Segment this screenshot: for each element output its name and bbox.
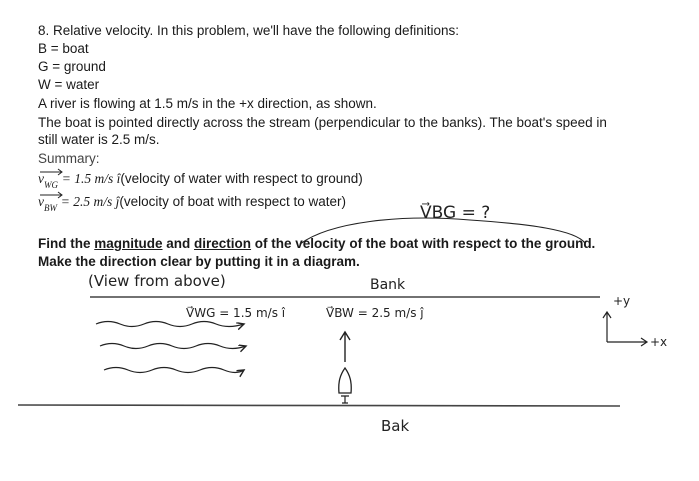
- boat-shape: [339, 368, 352, 393]
- equation-value: = 1.5 m/s î: [61, 171, 121, 186]
- definition-boat: B = boat: [38, 41, 89, 56]
- vector-subscript: WG: [44, 180, 58, 190]
- problem-heading: 8. Relative velocity. In this problem, we'll have the following definitions:: [38, 23, 460, 38]
- definition-ground: G = ground: [38, 59, 106, 74]
- axis-y-label: +y: [613, 294, 631, 308]
- river-sentence: A river is flowing at 1.5 m/s in the +x direction, as shown.: [38, 96, 377, 111]
- summary-label: Summary:: [38, 151, 100, 166]
- task-text: and: [162, 236, 195, 251]
- water-wave-arrow: [96, 322, 244, 327]
- definition-water: W = water: [38, 77, 100, 92]
- vector-arrow-bw: [40, 192, 62, 198]
- bank-bottom-label: Bak: [381, 417, 410, 435]
- vbg-question: V⃗BG = ?: [420, 203, 491, 223]
- axis-y-arrow: [603, 312, 611, 342]
- axis-x-label: +x: [650, 335, 668, 349]
- task-magnitude: magnitude: [94, 236, 163, 251]
- view-label: (View from above): [88, 272, 226, 290]
- vector-symbol: v: [38, 194, 44, 209]
- boat-arrow: [340, 332, 350, 362]
- equation-description: (velocity of water with respect to ground): [120, 171, 363, 186]
- task-direction: direction: [194, 236, 252, 251]
- equation-value: = 2.5 m/s ĵ: [60, 194, 120, 209]
- boat-sentence-2: still water is 2.5 m/s.: [38, 132, 160, 147]
- task-text: of the velocity of the boat with respect to the ground.: [251, 236, 596, 251]
- task-line-2: Make the direction clear by putting it in a diagram.: [38, 254, 360, 269]
- equation-description: (velocity of boat with respect to water): [119, 194, 346, 209]
- bank-top-label: Bank: [370, 277, 406, 293]
- boat-sentence-1: The boat is pointed directly across the stream (perpendicular to the banks). The boat's speed in: [38, 115, 607, 130]
- vector-arrow-wg: [40, 169, 62, 175]
- vector-subscript: BW: [44, 203, 57, 213]
- boat-motor: [341, 396, 349, 403]
- axis-x-arrow: [607, 338, 647, 346]
- vector-symbol: v: [38, 171, 44, 186]
- water-wave-arrow: [104, 368, 244, 373]
- water-wave-arrow: [100, 344, 246, 349]
- vbw-label: V⃗BW = 2.5 m/s ĵ: [326, 306, 424, 320]
- task-text: Find the: [38, 236, 95, 251]
- vwg-label: V⃗WG = 1.5 m/s î: [186, 306, 286, 320]
- bank-bottom-line: [18, 405, 620, 406]
